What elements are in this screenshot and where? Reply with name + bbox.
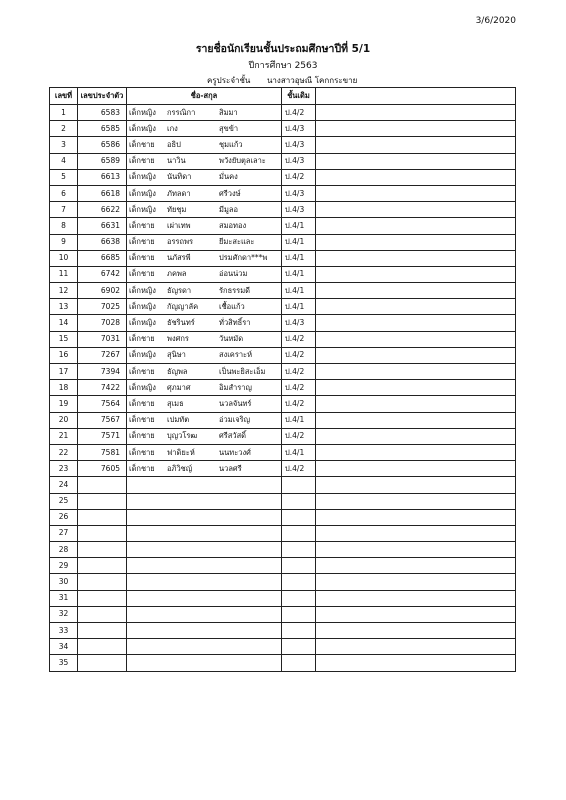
last-name: เป็นพะยิสะเอ็ม [219,366,266,376]
blank-cell [316,493,516,509]
old-class: ป.4/3 [282,153,316,169]
student-name [127,396,282,412]
row-number: 16 [50,347,78,363]
first-name: บุญวโรฒ [167,431,198,441]
last-name: อ่วมเจริญ [219,415,251,425]
student-id [78,525,127,541]
first-name: ธัชรินทร์ [167,318,195,328]
student-id: 7571 [78,428,127,444]
header-number: เลขที่ [50,88,78,105]
row-number: 13 [50,299,78,315]
student-id [78,590,127,606]
row-number: 10 [50,250,78,266]
row-number: 7 [50,202,78,218]
blank-cell [316,153,516,169]
name-prefix: เด็กชาย [129,139,155,149]
last-name: มีมูลอ [219,204,238,214]
row-number: 8 [50,218,78,234]
student-name [127,412,282,428]
blank-cell [316,234,516,250]
homeroom-teacher [207,74,357,87]
blank-cell [316,331,516,347]
row-number: 34 [50,639,78,655]
student-name [127,639,282,655]
old-class: ป.4/2 [282,428,316,444]
first-name: ภัทลดา [167,188,191,198]
blank-cell [316,137,516,153]
blank-cell [316,590,516,606]
name-prefix: เด็กชาย [129,415,155,425]
blank-cell [316,477,516,493]
table-row [50,525,516,541]
table-row [50,606,516,622]
header-old-class: ชั้นเดิม [282,88,316,105]
last-name: เชื้อแก้ว [219,301,245,311]
table-row [50,169,516,185]
blank-cell [316,299,516,315]
name-prefix: เด็กหญิง [129,301,156,311]
table-row [50,444,516,460]
student-id: 7567 [78,412,127,428]
header-student-id: เลขประจำตัว [78,88,127,105]
row-number: 32 [50,606,78,622]
student-name [127,202,282,218]
student-name [127,153,282,169]
student-id [78,558,127,574]
student-name [127,444,282,460]
student-name [127,218,282,234]
blank-cell [316,283,516,299]
blank-cell [316,380,516,396]
table-row [50,493,516,509]
blank-cell [316,105,516,121]
table-row [50,105,516,121]
student-id: 7028 [78,315,127,331]
table-row [50,315,516,331]
old-class [282,655,316,671]
old-class: ป.4/3 [282,137,316,153]
table-row [50,380,516,396]
name-prefix: เด็กชาย [129,431,155,441]
old-class [282,623,316,639]
student-id: 7422 [78,380,127,396]
row-number: 11 [50,266,78,282]
name-prefix: เด็กชาย [129,334,155,344]
blank-cell [316,202,516,218]
table-row [50,153,516,169]
last-name: นวลศรี [219,463,242,473]
row-number: 6 [50,185,78,201]
student-id: 6586 [78,137,127,153]
table-row [50,234,516,250]
header-blank [316,88,516,105]
blank-cell [316,121,516,137]
table-row [50,461,516,477]
name-prefix: เด็กชาย [129,237,155,247]
row-number: 3 [50,137,78,153]
teacher-label: ครูประจำชั้น [207,76,251,85]
page-title: รายชื่อนักเรียนชั้นประถมศึกษาปีที่ 5/1 [195,43,371,55]
table-row [50,202,516,218]
student-id: 7605 [78,461,127,477]
student-name [127,493,282,509]
old-class [282,477,316,493]
student-id [78,477,127,493]
table-row [50,250,516,266]
blank-cell [316,444,516,460]
student-name [127,121,282,137]
name-prefix: เด็กชาย [129,156,155,166]
row-number: 31 [50,590,78,606]
blank-cell [316,169,516,185]
old-class: ป.4/2 [282,347,316,363]
name-prefix: เด็กชาย [129,463,155,473]
last-name: สิมมา [219,107,238,117]
first-name: ธัญพล [167,366,188,376]
last-name: สงเคราะห์ [219,350,253,360]
last-name: ชุมแก้ว [219,139,243,149]
student-name [127,364,282,380]
row-number: 30 [50,574,78,590]
old-class [282,493,316,509]
old-class: ป.4/3 [282,202,316,218]
first-name: เปมทัต [167,415,190,425]
student-id: 6583 [78,105,127,121]
student-id: 6585 [78,121,127,137]
blank-cell [316,250,516,266]
student-name [127,185,282,201]
student-id: 7581 [78,444,127,460]
old-class: ป.4/2 [282,461,316,477]
blank-cell [316,315,516,331]
name-prefix: เด็กชาย [129,398,155,408]
table-row [50,331,516,347]
row-number: 21 [50,428,78,444]
blank-cell [316,364,516,380]
blank-cell [316,542,516,558]
old-class: ป.4/3 [282,185,316,201]
blank-cell [316,509,516,525]
student-name [127,461,282,477]
student-id: 7025 [78,299,127,315]
row-number: 5 [50,169,78,185]
academic-year: ปีการศึกษา 2563 [248,61,318,71]
row-number: 23 [50,461,78,477]
student-name [127,169,282,185]
blank-cell [316,185,516,201]
row-number: 20 [50,412,78,428]
student-id: 6589 [78,153,127,169]
first-name: ศุภมาศ [167,382,191,392]
student-name [127,347,282,363]
name-prefix: เด็กหญิง [129,318,156,328]
last-name: วันหมัด [219,334,244,344]
student-id: 6638 [78,234,127,250]
blank-cell [316,412,516,428]
old-class: ป.4/1 [282,299,316,315]
row-number: 27 [50,525,78,541]
table-row [50,623,516,639]
old-class [282,606,316,622]
old-class [282,639,316,655]
blank-cell [316,396,516,412]
table-row [50,509,516,525]
student-name [127,380,282,396]
old-class: ป.4/2 [282,396,316,412]
name-prefix: เด็กชาย [129,447,155,457]
row-number: 14 [50,315,78,331]
student-id: 6742 [78,266,127,282]
student-id [78,574,127,590]
old-class [282,574,316,590]
header-name: ชื่อ-สกุล [127,88,282,105]
student-name [127,283,282,299]
table-row [50,299,516,315]
table-row [50,185,516,201]
old-class: ป.4/2 [282,169,316,185]
student-name [127,525,282,541]
last-name: ทั่วสิทธิ์รา [219,318,251,328]
student-id: 6902 [78,283,127,299]
table-row [50,364,516,380]
old-class: ป.4/2 [282,331,316,347]
student-name [127,105,282,121]
name-prefix: เด็กชาย [129,220,155,230]
name-prefix: เด็กหญิง [129,350,156,360]
first-name: นาวิน [167,156,186,166]
blank-cell [316,639,516,655]
student-name [127,331,282,347]
teacher-name: นางสาวอุษณี โคกกระขาย [266,76,358,85]
last-name: ศรีสวัสดิ์ [219,431,247,441]
name-prefix: เด็กหญิง [129,188,156,198]
name-prefix: เด็กชาย [129,269,155,279]
name-prefix: เด็กหญิง [129,123,156,133]
student-id: 6613 [78,169,127,185]
print-date: 3/6/2020 [475,16,516,26]
table-row [50,477,516,493]
table-row [50,266,516,282]
first-name: กรรณิกา [167,107,196,117]
row-number: 18 [50,380,78,396]
row-number: 12 [50,283,78,299]
first-name: ภคพล [167,269,187,279]
table-row [50,428,516,444]
student-id [78,493,127,509]
table-row [50,137,516,153]
table-row [50,590,516,606]
last-name: ปรมศักดา***พ [219,253,268,263]
old-class: ป.4/1 [282,250,316,266]
first-name: เผ่าเทพ [167,220,191,230]
student-name [127,428,282,444]
last-name: ยีมะสะและ [219,237,255,247]
old-class: ป.4/1 [282,266,316,282]
student-id: 7564 [78,396,127,412]
student-name [127,250,282,266]
name-prefix: เด็กหญิง [129,172,156,182]
first-name: ธัญรดา [167,285,192,295]
blank-cell [316,218,516,234]
student-id [78,639,127,655]
old-class: ป.4/2 [282,364,316,380]
last-name: รักธรรมดี [219,285,251,295]
student-id [78,623,127,639]
first-name: นันทิดา [167,172,192,182]
last-name: นนทะวงศ์ [219,447,251,457]
first-name: นภัสรพี [167,253,191,263]
old-class: ป.4/3 [282,315,316,331]
first-name: พงศกร [167,334,189,344]
row-number: 33 [50,623,78,639]
blank-cell [316,461,516,477]
old-class [282,509,316,525]
student-name [127,590,282,606]
table-row [50,574,516,590]
row-number: 2 [50,121,78,137]
last-name: พวังยับตุลเลาะ [219,156,266,166]
student-name [127,509,282,525]
student-id: 7267 [78,347,127,363]
name-prefix: เด็กชาย [129,253,155,263]
table-row [50,283,516,299]
blank-cell [316,606,516,622]
name-prefix: เด็กชาย [129,366,155,376]
name-prefix: เด็กหญิง [129,285,156,295]
blank-cell [316,558,516,574]
first-name: กัญญาลัค [167,301,199,311]
first-name: เกง [167,123,178,133]
blank-cell [316,428,516,444]
student-id: 6622 [78,202,127,218]
last-name: สมอทอง [219,220,247,230]
table-row [50,218,516,234]
table-row [50,396,516,412]
first-name: อธิป [167,139,181,149]
row-number: 4 [50,153,78,169]
row-number: 9 [50,234,78,250]
row-number: 28 [50,542,78,558]
student-id: 7394 [78,364,127,380]
table-row [50,412,516,428]
student-id [78,542,127,558]
blank-cell [316,574,516,590]
first-name: ทัยชุม [167,204,187,214]
last-name: อิมสำราญ [219,382,252,392]
student-id: 6685 [78,250,127,266]
last-name: มั่นคง [219,172,238,182]
old-class: ป.4/1 [282,412,316,428]
student-id: 6618 [78,185,127,201]
old-class [282,542,316,558]
name-prefix: เด็กหญิง [129,382,156,392]
blank-cell [316,266,516,282]
row-number: 22 [50,444,78,460]
first-name: สุนิษา [167,350,186,360]
student-id [78,606,127,622]
row-number: 17 [50,364,78,380]
blank-cell [316,347,516,363]
student-name [127,623,282,639]
table-row [50,347,516,363]
student-name [127,574,282,590]
student-name [127,655,282,671]
name-prefix: เด็กหญิง [129,204,156,214]
student-id [78,509,127,525]
first-name: ฟาดิยะห์ [167,447,195,457]
student-id: 7031 [78,331,127,347]
row-number: 25 [50,493,78,509]
row-number: 26 [50,509,78,525]
last-name: อ่อนน่วม [219,269,248,279]
student-name [127,542,282,558]
student-name [127,266,282,282]
last-name: นวลจันทร์ [219,398,252,408]
row-number: 29 [50,558,78,574]
row-number: 15 [50,331,78,347]
table-header-row [50,88,516,105]
table-row [50,655,516,671]
row-number: 19 [50,396,78,412]
old-class: ป.4/1 [282,283,316,299]
old-class [282,558,316,574]
student-id: 6631 [78,218,127,234]
table-row [50,121,516,137]
row-number: 35 [50,655,78,671]
row-number: 24 [50,477,78,493]
student-roster-table [49,87,516,672]
name-prefix: เด็กหญิง [129,107,156,117]
first-name: อภิวิชญ์ [167,463,193,473]
student-name [127,299,282,315]
student-name [127,558,282,574]
table-row [50,639,516,655]
old-class [282,590,316,606]
blank-cell [316,525,516,541]
old-class: ป.4/3 [282,121,316,137]
old-class: ป.4/1 [282,234,316,250]
student-name [127,477,282,493]
last-name: ศรีวงษ์ [219,188,241,198]
first-name: สุเมธ [167,398,184,408]
old-class [282,525,316,541]
old-class: ป.4/2 [282,105,316,121]
table-row [50,558,516,574]
first-name: อรรถพร [167,237,194,247]
student-name [127,315,282,331]
last-name: สุขข้า [219,123,239,133]
student-name [127,137,282,153]
student-name [127,606,282,622]
blank-cell [316,623,516,639]
old-class: ป.4/1 [282,444,316,460]
table-row [50,542,516,558]
row-number: 1 [50,105,78,121]
student-id [78,655,127,671]
old-class: ป.4/2 [282,380,316,396]
blank-cell [316,655,516,671]
student-name [127,234,282,250]
old-class: ป.4/1 [282,218,316,234]
